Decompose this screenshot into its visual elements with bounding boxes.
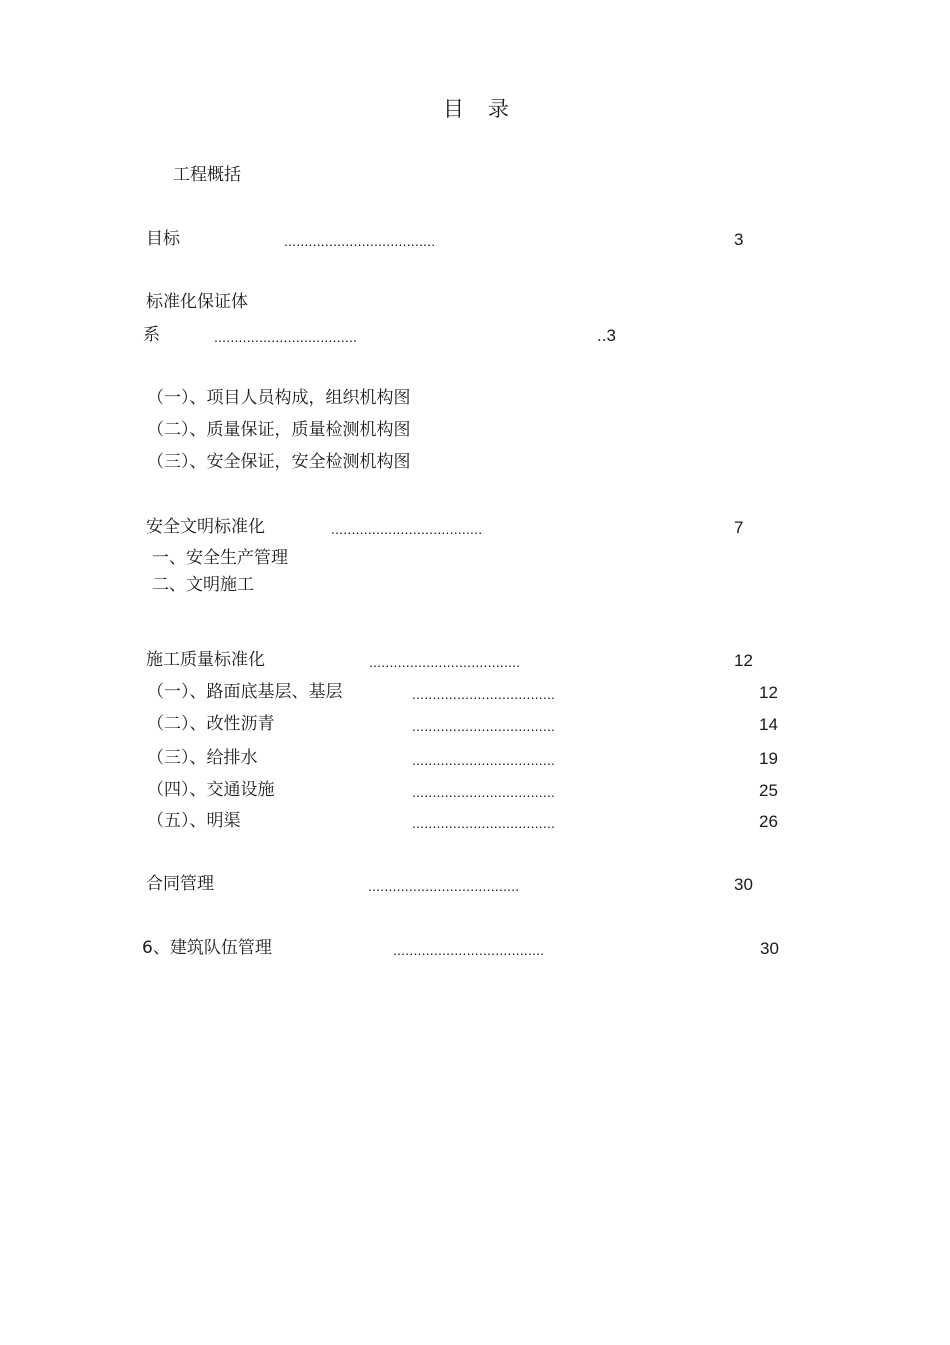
toc-leader-dots: .....................................	[393, 942, 545, 958]
toc-page-number: 14	[759, 715, 778, 734]
toc-page-number: 19	[759, 749, 778, 768]
toc-page-number: 7	[734, 518, 744, 537]
toc-subitem: （一）、项目人员构成，组织机构图	[147, 388, 411, 408]
toc-page-number: 26	[759, 812, 778, 831]
toc-subitem: （三）、给排水	[147, 748, 258, 768]
toc-subitem: （四）、交通设施	[147, 780, 275, 800]
toc-item-safety-label: 安全文明标准化	[146, 517, 265, 537]
toc-item-std-system-line1: 标准化保证体	[146, 292, 248, 312]
toc-page-number: 25	[759, 781, 778, 800]
toc-page-number: 3	[734, 230, 744, 249]
toc-leader-dots: ...................................	[412, 686, 556, 702]
toc-subitem: （三）、安全保证，安全检测机构图	[147, 452, 411, 472]
toc-subitem: （二）、改性沥青	[147, 714, 275, 734]
toc-subitem: （一）、路面底基层、基层	[147, 682, 343, 702]
toc-leader-dots: ...................................	[412, 815, 556, 831]
toc-item-contract-label: 合同管理	[146, 874, 214, 894]
toc-item-target-label: 目标	[146, 229, 180, 249]
toc-page-number: 12	[759, 683, 778, 702]
toc-leader-dots: ...................................	[412, 718, 556, 734]
toc-subitem: 二、文明施工	[152, 575, 254, 595]
toc-item-overview: 工程概括	[173, 165, 241, 185]
page-title-char-2: 录	[488, 97, 509, 121]
toc-item-team-label: 6、建筑队伍管理	[142, 938, 272, 958]
toc-leader-dots: .....................................	[368, 878, 520, 894]
page-title-char-1: 目	[443, 97, 464, 121]
toc-subitem: （二）、质量保证，质量检测机构图	[147, 420, 411, 440]
toc-page-number: 30	[734, 875, 753, 894]
toc-page-number: 12	[734, 651, 753, 670]
toc-page-number: 30	[760, 939, 779, 958]
toc-subitem: 一、安全生产管理	[152, 548, 288, 568]
toc-leader-dots: .....................................	[369, 654, 521, 670]
toc-leader-dots: ...................................	[214, 329, 358, 345]
toc-leader-dots: .....................................	[284, 233, 436, 249]
toc-item-quality-label: 施工质量标准化	[146, 650, 265, 670]
toc-leader-dots: .....................................	[331, 521, 483, 537]
toc-leader-dots: ...................................	[412, 784, 556, 800]
toc-page-number: ..3	[597, 326, 616, 345]
toc-subitem: （五）、明渠	[147, 811, 241, 831]
toc-leader-dots: ...................................	[412, 752, 556, 768]
toc-item-std-system-line2: 系	[143, 325, 160, 345]
